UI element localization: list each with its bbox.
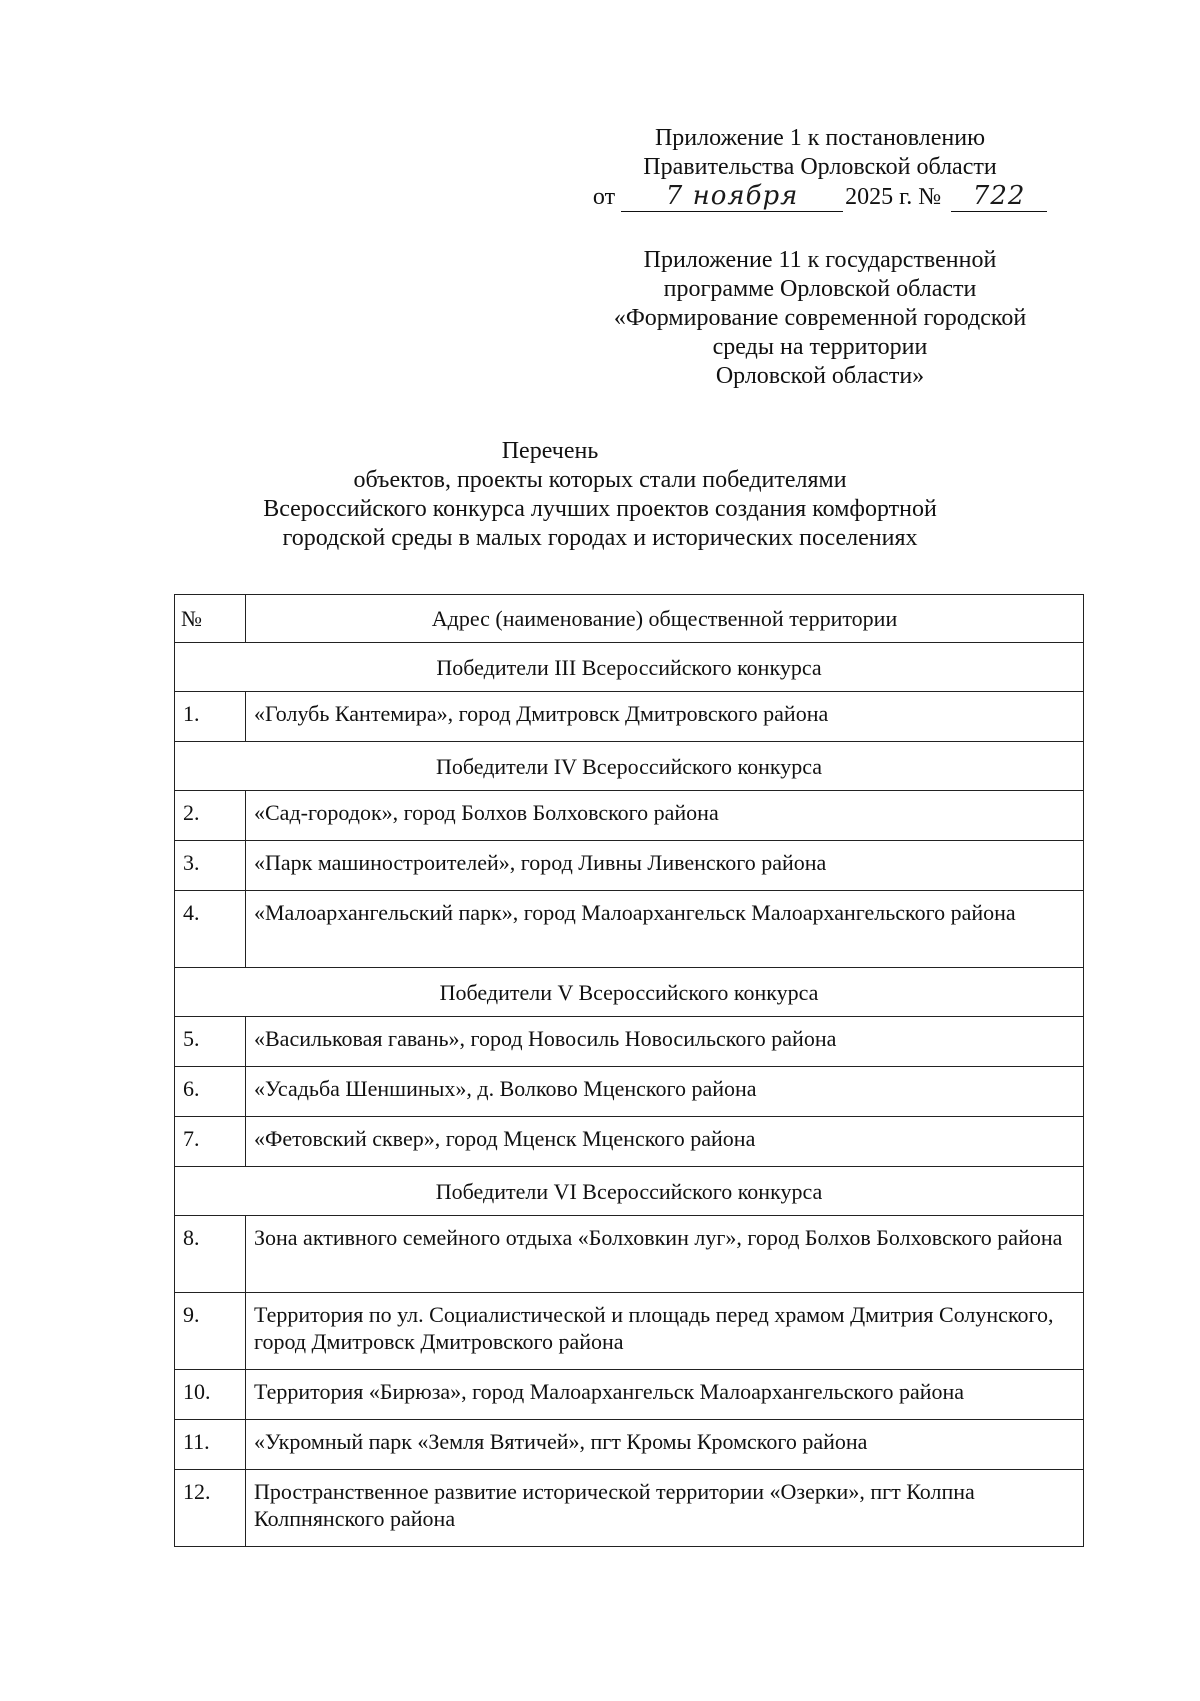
year-text: 2025 г. №	[845, 184, 942, 210]
row-number: 2.	[175, 791, 246, 841]
handwritten-date-text: 7 ноября	[665, 181, 799, 211]
handwritten-number-text: 722	[972, 181, 1026, 211]
section-title: Победители III Всероссийского конкурса	[175, 643, 1084, 692]
table-row	[175, 1117, 1084, 1167]
row-number: 8.	[175, 1216, 246, 1293]
section-title: Победители V Всероссийского конкурса	[175, 968, 1084, 1017]
row-address: Территория «Бирюза», город Малоархангельск Малоархангельского района	[246, 1370, 1084, 1420]
section-title: Победители VI Всероссийского конкурса	[175, 1167, 1084, 1216]
annex-11-line-2: программе Орловской области	[663, 276, 977, 302]
row-address: Территория по ул. Социалистической и площадь перед храмом Дмитрия Солунского, город Дмитровск Дмитровского района	[246, 1293, 1084, 1370]
table-row	[175, 891, 1084, 968]
row-number: 3.	[175, 841, 246, 891]
annex-1-date-line	[560, 182, 1080, 212]
section-row	[175, 643, 1084, 692]
annex-1-line-2: Правительства Орловской области	[643, 154, 997, 180]
row-address: «Парк машиностроителей», город Ливны Ливенского района	[246, 841, 1084, 891]
annex-11-line-3: «Формирование современной городской	[613, 305, 1027, 331]
table-row	[175, 1370, 1084, 1420]
row-address: «Васильковая гавань», город Новосиль Новосильского района	[246, 1017, 1084, 1067]
handwritten-number	[951, 182, 1047, 212]
title-line-1: объектов, проекты которых стали победителями	[353, 467, 847, 493]
annex-11-line-4: среды на территории	[712, 334, 928, 360]
row-address: Пространственное развитие исторической территории «Озерки», пгт Колпна Колпнянского района	[246, 1470, 1084, 1547]
row-number: 6.	[175, 1067, 246, 1117]
row-address: «Малоархангельский парк», город Малоархангельск Малоархангельского района	[246, 891, 1084, 968]
handwritten-date	[621, 182, 843, 212]
table-row	[175, 1470, 1084, 1547]
header-address: Адрес (наименование) общественной территории	[246, 595, 1084, 643]
row-number: 11.	[175, 1420, 246, 1470]
table-header-row	[175, 595, 1084, 643]
row-address: «Голубь Кантемира», город Дмитровск Дмитровского района	[246, 692, 1084, 742]
row-address: «Сад-городок», город Болхов Болховского района	[246, 791, 1084, 841]
table-row	[175, 1216, 1084, 1293]
row-address: «Укромный парк «Земля Вятичей», пгт Кромы Кромского района	[246, 1420, 1084, 1470]
row-number: 12.	[175, 1470, 246, 1547]
document-title	[200, 437, 1000, 553]
row-address: «Усадьба Шеншиных», д. Волково Мценского района	[246, 1067, 1084, 1117]
title-line-2: Всероссийского конкурса лучших проектов создания комфортной	[263, 496, 937, 522]
row-number: 5.	[175, 1017, 246, 1067]
row-address: Зона активного семейного отдыха «Болховкин луг», город Болхов Болховского района	[246, 1216, 1084, 1293]
annex-1-line-1: Приложение 1 к постановлению	[654, 125, 986, 151]
table-row	[175, 1420, 1084, 1470]
from-prefix: от	[592, 184, 616, 210]
table-row	[175, 1067, 1084, 1117]
table-row	[175, 791, 1084, 841]
table-row	[175, 692, 1084, 742]
annex-1-caption	[560, 124, 1080, 212]
section-row	[175, 1167, 1084, 1216]
table-row	[175, 841, 1084, 891]
annex-11-caption	[560, 246, 1080, 391]
row-number: 9.	[175, 1293, 246, 1370]
section-row	[175, 968, 1084, 1017]
section-row	[175, 742, 1084, 791]
objects-table	[174, 594, 1084, 1547]
row-address: «Фетовский сквер», город Мценск Мценского района	[246, 1117, 1084, 1167]
table-row	[175, 1293, 1084, 1370]
row-number: 7.	[175, 1117, 246, 1167]
row-number: 10.	[175, 1370, 246, 1420]
table-row	[175, 1017, 1084, 1067]
section-title: Победители IV Всероссийского конкурса	[175, 742, 1084, 791]
title-line-3: городской среды в малых городах и исторических поселениях	[282, 525, 918, 551]
row-number: 1.	[175, 692, 246, 742]
annex-11-line-1: Приложение 11 к государственной	[643, 247, 997, 273]
title-heading: Перечень	[501, 438, 599, 464]
row-number: 4.	[175, 891, 246, 968]
annex-11-line-5: Орловской области»	[715, 363, 925, 389]
header-number: №	[175, 595, 246, 643]
